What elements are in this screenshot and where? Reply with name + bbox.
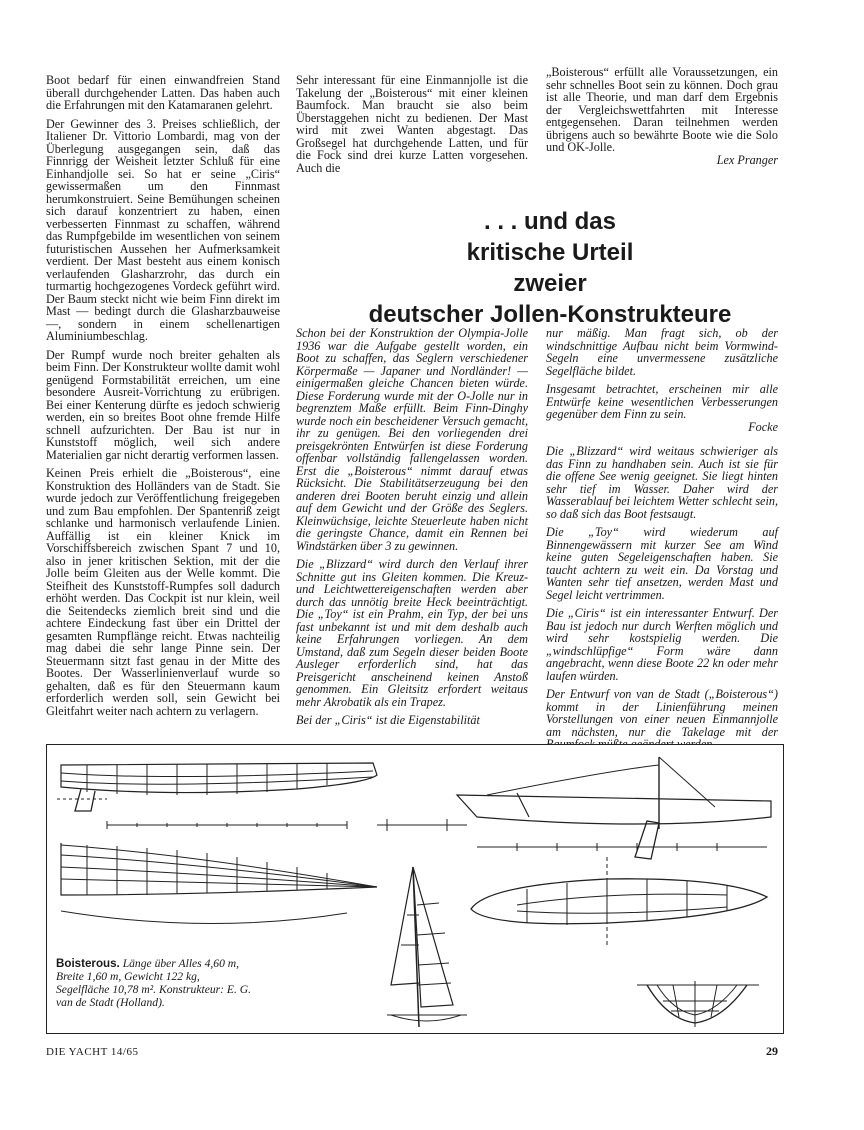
hull-section-drawing xyxy=(637,981,759,1027)
paragraph: Boot bedarf für einen einwandfreien Stand überall durchgehender Latten. Das haben auch die Erfahrungen mit den Katamaranen gelehrt. xyxy=(46,73,280,112)
paragraph: Sehr interessant für eine Einmannjolle ist die Takelung der „Boisterous“ mit einer kleinen Baumfock. Man braucht sie also beim Überstaggehen nicht zu bedienen. Der Mast wird mit zwei Wanten abgestagt. Das Großsegel hat durchgehende Latten, und für die Fock sind drei kurze Latten vorgesehen. Auch die xyxy=(296,73,528,175)
paragraph: Die „Blizzard“ wird weitaus schwieriger als das Finn zu handhaben sein. Auch ist sie für die offene See wenig geeignet. Sie liegt hinten sehr tief im Wasser. Daher wird der Wasserablauf bei leichtem Wetter schlecht sein, so daß sich das Boot festsaugt. xyxy=(546,444,778,521)
author-signature: Lex Pranger xyxy=(716,152,778,167)
paragraph: Die „Blizzard“ wird durch den Verlauf ihrer Schnitte gut ins Gleiten kommen. Die Kreuz- und Leichtwettereigenschaften werden aber durch das unnötig breite Heck beeinträchtigt. Die „Toy“ ist ein Prahm, ein Typ, der bei uns fast unbekannt ist und mit dem deshalb auch keine Erfahrungen vorliegen. An dem Umstand, daß zum Segeln dieser beiden Boote Ausleger erforderlich sind, hat das Preisgericht anscheinend keinen Anstoß genommen. Ein Gleitsitz erfordert weitaus mehr Akrobatik als ein Trapez. xyxy=(296,557,528,709)
article-column-left xyxy=(46,74,280,723)
half-breadth-plan-drawing xyxy=(61,843,377,924)
article-column-middle-bottom xyxy=(296,327,528,733)
article-heading xyxy=(320,206,780,330)
paragraph: nur mäßig. Man fragt sich, ob der windschnittige Aufbau nicht beim Vormwind-Segeln eine unvermessene zusätzliche Segelfläche bildet. xyxy=(546,326,778,378)
page-number: 29 xyxy=(766,1044,778,1058)
sail-plan-drawing xyxy=(387,867,467,1027)
heading-line: . . . und das xyxy=(483,208,616,235)
deck-plan-drawing xyxy=(471,857,767,945)
paragraph: Der Gewinner des 3. Preises schließlich, der Italiener Dr. Vittorio Lombardi, mag von der Überlegung ausgegangen sein, daß das Finnrigg der Weisheit letzter Schluß für eine Einhandjolle sei. So hat er seine „Ciris“ gewissermaßen um den Finnmast herumkonstruiert. Seine Bemühungen scheinen sich darauf konzentriert zu haben, einen verbesserten Finnmast zu schaffen, während das Rumpfgebilde im wesentlichen von seinem futuristischen Aussehen her Aufmerksamkeit verdient. Der Mast besteht aus einem konisch verlaufenden Glasharzrohr, das durch ein turmartig hochgezogenes Vordeck geführt wird. Der Baum steckt nicht wie beim Finn direkt im Mast — bedingt durch die Glasharzbauweise —, sondern in einem schellenartigen Aluminiumbeschlag. xyxy=(46,116,280,343)
figure-caption xyxy=(56,957,256,1009)
caption-title: Boisterous. xyxy=(56,957,120,970)
author-signature: Focke xyxy=(748,419,778,434)
heading-line: kritische Urteil xyxy=(466,239,634,266)
magazine-footer: DIE YACHT 14/65 xyxy=(46,1046,139,1058)
deck-profile-drawing xyxy=(457,757,771,859)
paragraph: Bei der „Ciris“ ist die Eigenstabilität xyxy=(296,713,480,727)
article-column-right-top xyxy=(546,66,778,166)
heading-line: deutscher Jollen-Konstrukteure xyxy=(368,301,732,328)
paragraph: Der Rumpf wurde noch breiter gehalten als beim Finn. Der Konstrukteur wollte damit wohl genügend Formstabilität erreichen, um eine besondere Ausreit-Vorrichtung zu erübrigen. Bei einer Kenterung dürfte es jedoch schwierig werden, ein so breites Boot ohne fremde Hilfe schnell aufzurichten. Der Bau ist nur in Kunststoff möglich, weil sich andere Materialien gar nicht derartig verformen lassen. xyxy=(46,347,280,462)
paragraph: Die „Toy“ wird wiederum auf Binnengewässern mit kurzer See am Wind keine guten Segeleigenschaften haben. Sie taucht achtern zu weit ein. Da Vorstag und Wanten sehr tief ansetzen, werden Mast und Segel leicht vertrimmen. xyxy=(546,525,778,602)
paragraph: Der Entwurf von van de Stadt („Boisterous“) kommt in der Linienführung meinen Vorstellungen von einer neuen Einmannjolle am nächsten, nur die Takelage mit der xyxy=(546,687,778,739)
paragraph: Die „Ciris“ ist ein interessanter Entwurf. Der Bau ist jedoch nur durch Werften möglich und wird sehr kostspielig werden. Die „windschlüpfige“ Form wäre dann angebracht, wenn diese Boote 22 kn oder mehr laufen würden. xyxy=(546,606,778,683)
article-column-right-bottom xyxy=(546,327,778,763)
paragraph: „Boisterous“ erfüllt alle Voraussetzungen, ein sehr schnelles Boot sein zu können. Doch grau ist alle Theorie, und man darf dem Ergebnis der Vergleichswettfahrten mit Interesse entgegensehen. Daran teilnehmen werden übrigens auch so bewährte Boote wie die Solo und OK-Jolle. xyxy=(546,65,778,154)
hull-profile-drawing xyxy=(57,763,467,831)
paragraph: Schon bei der Konstruktion der Olympia-Jolle 1936 war die Aufgabe gestellt worden, ein Boot zu schaffen, das Seglern verschiedener Körpermaße — Japaner und Nordländer! — einigermaßen gleiche Chancen bieten würde. Diese Forderung wurde mit der O-Jolle nur in begrenztem Maße erfüllt. Beim Finn-Dinghy wurde noch ein bescheidener Versuch gemacht, ihr zu genügen. Bei den vorliegenden drei preisgekrönten Entwürfen ist diese Forderung offenbar vollständig fallengelassen worden. Erst die „Boisterous“ nimmt darauf etwas Rücksicht. Die Stabilitätserzeugung bei den anderen drei Booten beruht einzig und allein auf dem Gewicht und der Größe des Seglers. Kleinwüchsige, leichte Steuerleute haben nicht die geringste Chance, damit ein Rennen bei Windstärken über 3 zu gewinnen. xyxy=(296,326,528,553)
article-column-middle-top xyxy=(296,74,528,180)
paragraph: Insgesamt betrachtet, erscheinen mir alle Entwürfe keine wesentlichen Verbesserungen gegenüber dem Finn zu sein. xyxy=(546,382,778,421)
paragraph: Keinen Preis erhielt die „Boisterous“, eine Konstruktion des Holländers van de Stadt. Sie wurde jedoch zur Veröffentlichung freigegeben und zum Bau empfohlen. Der Spantenriß zeigt schlanke und harmonisch verlaufende Linien. Auffällig ist ein kleiner Knick im Vorschiffsbereich zwischen Spant 7 und 10, also in jener kritischen Sektion, mit der die Jolle beim Gleiten aus der Welle kommt. Die Steifheit des Kunststoff-Rumpfes soll dadurch erhöht werden. Das Cockpit ist nur klein, weil die Seitendecks ziemlich breit sind und die achtere Eindeckung fast über ein Drittel der gesamten Rumpflänge reicht. Etwas nachteilig mag dabei die sehr lange Pinne sein. Der Steuermann sitzt fast genau in der Mitte des Bootes. Der Wasserlinienverlauf wurde so gehalten, daß es für den Steuermann kaum erforderlich werden soll, sein Gewicht bei Gleitfahrt weiter nach achtern zu verlagern. xyxy=(46,466,280,718)
heading-line: zweier xyxy=(513,270,587,297)
caption-text: Länge über Alles 4,60 m, Breite 1,60 m, Gewicht 122 kg, Segelfläche 10,78 m². Konstrukteur: E. G. van de Stadt (Holland). xyxy=(56,957,252,1009)
